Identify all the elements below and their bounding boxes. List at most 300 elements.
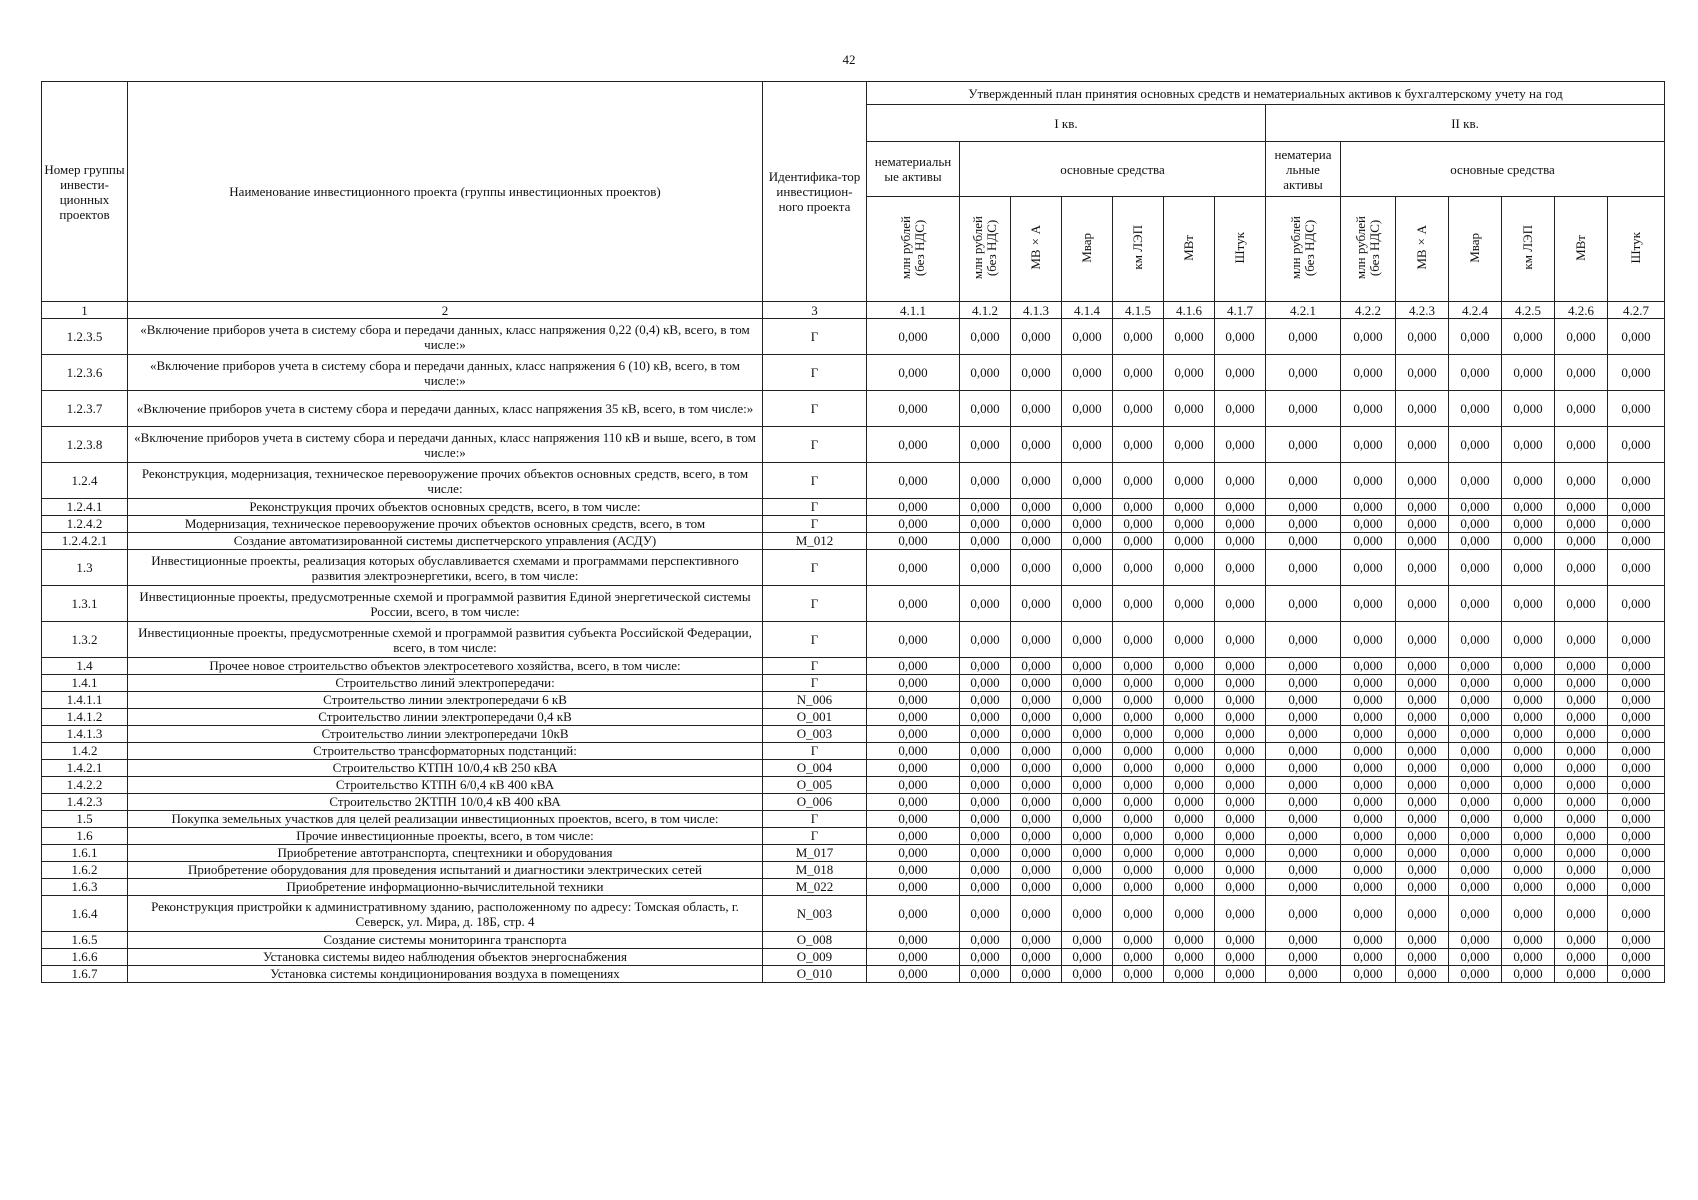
value-cell: 0,000 — [1113, 516, 1164, 533]
row-number-cell: 1.4.2.1 — [42, 760, 128, 777]
value-cell: 0,000 — [1502, 932, 1555, 949]
value-cell: 0,000 — [1341, 845, 1396, 862]
value-cell: 0,000 — [1449, 932, 1502, 949]
value-cell: 0,000 — [1449, 896, 1502, 932]
value-cell: 0,000 — [1608, 794, 1665, 811]
project-name-cell: Строительство линии электропередачи 0,4 кВ — [128, 709, 763, 726]
project-name-cell: Прочее новое строительство объектов электросетевого хозяйства, всего, в том числе: — [128, 658, 763, 675]
value-cell: 0,000 — [867, 675, 960, 692]
value-cell: 0,000 — [1062, 586, 1113, 622]
value-cell: 0,000 — [1062, 777, 1113, 794]
value-cell: 0,000 — [960, 550, 1011, 586]
value-cell: 0,000 — [1449, 966, 1502, 983]
value-cell: 0,000 — [960, 658, 1011, 675]
value-cell: 0,000 — [1341, 533, 1396, 550]
value-cell: 0,000 — [1215, 949, 1266, 966]
value-cell: 0,000 — [867, 586, 960, 622]
value-cell: 0,000 — [1396, 622, 1449, 658]
value-cell: 0,000 — [960, 845, 1011, 862]
unit-header-cell — [1164, 197, 1215, 302]
value-cell: 0,000 — [1608, 879, 1665, 896]
value-cell: 0,000 — [1062, 862, 1113, 879]
value-cell: 0,000 — [1215, 622, 1266, 658]
value-cell: 0,000 — [960, 932, 1011, 949]
value-cell: 0,000 — [1341, 811, 1396, 828]
value-cell: 0,000 — [1011, 658, 1062, 675]
value-cell: 0,000 — [1215, 692, 1266, 709]
value-cell: 0,000 — [960, 879, 1011, 896]
value-cell: 0,000 — [1266, 658, 1341, 675]
value-cell: 0,000 — [1011, 319, 1062, 355]
unit-label: Штук — [1628, 231, 1644, 264]
value-cell: 0,000 — [1266, 726, 1341, 743]
value-cell: 0,000 — [1011, 811, 1062, 828]
unit-header-cell — [1215, 197, 1266, 302]
unit-label: Мвар — [1467, 232, 1482, 263]
identifier-cell: Г — [763, 427, 867, 463]
value-cell: 0,000 — [1164, 862, 1215, 879]
value-cell: 0,000 — [1062, 845, 1113, 862]
value-cell: 0,000 — [1215, 760, 1266, 777]
value-cell: 0,000 — [1396, 675, 1449, 692]
value-cell: 0,000 — [867, 743, 960, 760]
value-cell: 0,000 — [960, 499, 1011, 516]
table-row — [42, 586, 1665, 622]
value-cell: 0,000 — [1555, 391, 1608, 427]
value-cell: 0,000 — [867, 932, 960, 949]
value-cell: 0,000 — [960, 709, 1011, 726]
value-cell: 0,000 — [960, 828, 1011, 845]
value-cell: 0,000 — [1608, 811, 1665, 828]
value-cell: 0,000 — [1113, 355, 1164, 391]
value-cell: 0,000 — [1215, 550, 1266, 586]
value-cell: 0,000 — [960, 533, 1011, 550]
value-cell: 0,000 — [1449, 949, 1502, 966]
value-cell: 0,000 — [1113, 658, 1164, 675]
value-cell: 0,000 — [1608, 658, 1665, 675]
row-number-cell: 1.4.2.3 — [42, 794, 128, 811]
value-cell: 0,000 — [1502, 949, 1555, 966]
value-cell: 0,000 — [867, 828, 960, 845]
value-cell: 0,000 — [1062, 811, 1113, 828]
value-cell: 0,000 — [1113, 743, 1164, 760]
quarter-2-header: II кв. — [1266, 105, 1665, 142]
value-cell: 0,000 — [1555, 896, 1608, 932]
value-cell: 0,000 — [1164, 726, 1215, 743]
value-cell: 0,000 — [1113, 794, 1164, 811]
identifier-cell: O_008 — [763, 932, 867, 949]
value-cell: 0,000 — [1396, 499, 1449, 516]
value-cell: 0,000 — [1449, 427, 1502, 463]
value-cell: 0,000 — [1396, 743, 1449, 760]
value-cell: 0,000 — [1113, 622, 1164, 658]
column-number-cell: 2 — [128, 302, 763, 319]
value-cell: 0,000 — [1011, 692, 1062, 709]
value-cell: 0,000 — [1215, 586, 1266, 622]
column-number-cell: 4.2.6 — [1555, 302, 1608, 319]
value-cell: 0,000 — [1555, 845, 1608, 862]
value-cell: 0,000 — [1396, 427, 1449, 463]
value-cell: 0,000 — [1266, 966, 1341, 983]
value-cell: 0,000 — [1062, 355, 1113, 391]
value-cell: 0,000 — [1266, 675, 1341, 692]
project-name-cell: Покупка земельных участков для целей реализации инвестиционных проектов, всего, в том числе: — [128, 811, 763, 828]
value-cell: 0,000 — [1164, 896, 1215, 932]
table-row — [42, 391, 1665, 427]
value-cell: 0,000 — [1164, 811, 1215, 828]
value-cell: 0,000 — [1341, 932, 1396, 949]
value-cell: 0,000 — [1266, 709, 1341, 726]
value-cell: 0,000 — [1341, 391, 1396, 427]
value-cell: 0,000 — [1062, 463, 1113, 499]
value-cell: 0,000 — [1062, 828, 1113, 845]
value-cell: 0,000 — [1396, 794, 1449, 811]
value-cell: 0,000 — [1341, 896, 1396, 932]
row-number-cell: 1.4.1.2 — [42, 709, 128, 726]
unit-header-cell — [1113, 197, 1164, 302]
value-cell: 0,000 — [867, 516, 960, 533]
identifier-cell: Г — [763, 516, 867, 533]
table-row — [42, 862, 1665, 879]
value-cell: 0,000 — [1502, 709, 1555, 726]
value-cell: 0,000 — [1164, 675, 1215, 692]
project-name-cell: «Включение приборов учета в систему сбора и передачи данных, класс напряжения 35 кВ, всего, в том числе:» — [128, 391, 763, 427]
value-cell: 0,000 — [1164, 550, 1215, 586]
value-cell: 0,000 — [1396, 862, 1449, 879]
value-cell: 0,000 — [1164, 533, 1215, 550]
value-cell: 0,000 — [1502, 499, 1555, 516]
value-cell: 0,000 — [1113, 586, 1164, 622]
value-cell: 0,000 — [1266, 319, 1341, 355]
value-cell: 0,000 — [1502, 533, 1555, 550]
identifier-cell: M_018 — [763, 862, 867, 879]
value-cell: 0,000 — [1164, 760, 1215, 777]
value-cell: 0,000 — [1215, 463, 1266, 499]
project-name-cell: Установка системы кондиционирования воздуха в помещениях — [128, 966, 763, 983]
value-cell: 0,000 — [1341, 319, 1396, 355]
value-cell: 0,000 — [1215, 355, 1266, 391]
row-number-cell: 1.3.2 — [42, 622, 128, 658]
value-cell: 0,000 — [1555, 692, 1608, 709]
value-cell: 0,000 — [1555, 794, 1608, 811]
value-cell: 0,000 — [1062, 879, 1113, 896]
value-cell: 0,000 — [1449, 794, 1502, 811]
row-number-cell: 1.2.3.6 — [42, 355, 128, 391]
value-cell: 0,000 — [1608, 760, 1665, 777]
identifier-cell: M_012 — [763, 533, 867, 550]
value-cell: 0,000 — [1608, 550, 1665, 586]
unit-header-cell — [1449, 197, 1502, 302]
value-cell: 0,000 — [1502, 516, 1555, 533]
value-cell: 0,000 — [867, 463, 960, 499]
value-cell: 0,000 — [1011, 391, 1062, 427]
identifier-cell: M_022 — [763, 879, 867, 896]
value-cell: 0,000 — [1011, 533, 1062, 550]
value-cell: 0,000 — [1396, 319, 1449, 355]
value-cell: 0,000 — [1011, 743, 1062, 760]
value-cell: 0,000 — [1502, 726, 1555, 743]
project-name-cell: Модернизация, техническое перевооружение прочих объектов основных средств, всего, в том — [128, 516, 763, 533]
value-cell: 0,000 — [1449, 692, 1502, 709]
value-cell: 0,000 — [1396, 355, 1449, 391]
identifier-cell: Г — [763, 828, 867, 845]
table-row — [42, 966, 1665, 983]
table-body — [42, 319, 1665, 983]
project-name-cell: Строительство линии электропередачи 10кВ — [128, 726, 763, 743]
value-cell: 0,000 — [1449, 675, 1502, 692]
value-cell: 0,000 — [1341, 760, 1396, 777]
plan-title-header: Утвержденный план принятия основных средств и нематериальных активов к бухгалтерскому учету на год — [867, 82, 1665, 105]
value-cell: 0,000 — [1449, 862, 1502, 879]
value-cell: 0,000 — [1449, 658, 1502, 675]
table-row — [42, 794, 1665, 811]
unit-label: МВ×А — [1028, 225, 1043, 270]
value-cell: 0,000 — [1502, 550, 1555, 586]
column-number-cell: 1 — [42, 302, 128, 319]
value-cell: 0,000 — [1266, 692, 1341, 709]
value-cell: 0,000 — [1555, 709, 1608, 726]
value-cell: 0,000 — [1215, 743, 1266, 760]
intangible-q2-header: нематериа льные активы — [1266, 142, 1341, 197]
identifier-cell: O_001 — [763, 709, 867, 726]
value-cell: 0,000 — [1266, 516, 1341, 533]
value-cell: 0,000 — [1608, 586, 1665, 622]
value-cell: 0,000 — [1215, 658, 1266, 675]
value-cell: 0,000 — [1396, 586, 1449, 622]
value-cell: 0,000 — [1555, 777, 1608, 794]
unit-header-cell — [1608, 197, 1665, 302]
value-cell: 0,000 — [1449, 828, 1502, 845]
value-cell: 0,000 — [1011, 586, 1062, 622]
value-cell: 0,000 — [1113, 932, 1164, 949]
unit-label: млн рублей (без НДС) — [1288, 215, 1317, 280]
value-cell: 0,000 — [1215, 391, 1266, 427]
value-cell: 0,000 — [1341, 586, 1396, 622]
project-name-cell: Инвестиционные проекты, предусмотренные схемой и программой развития субъекта Российской Федерации, всего, в том числе: — [128, 622, 763, 658]
value-cell: 0,000 — [960, 811, 1011, 828]
unit-header-cell — [1396, 197, 1449, 302]
column-number-cell: 4.1.1 — [867, 302, 960, 319]
value-cell: 0,000 — [1215, 862, 1266, 879]
value-cell: 0,000 — [1062, 533, 1113, 550]
value-cell: 0,000 — [1396, 896, 1449, 932]
value-cell: 0,000 — [1266, 391, 1341, 427]
column-number-cell: 4.1.6 — [1164, 302, 1215, 319]
value-cell: 0,000 — [1502, 966, 1555, 983]
value-cell: 0,000 — [1062, 932, 1113, 949]
value-cell: 0,000 — [1396, 516, 1449, 533]
value-cell: 0,000 — [1502, 427, 1555, 463]
value-cell: 0,000 — [1113, 811, 1164, 828]
value-cell: 0,000 — [1555, 516, 1608, 533]
table-row — [42, 743, 1665, 760]
value-cell: 0,000 — [867, 862, 960, 879]
column-number-cell: 4.2.2 — [1341, 302, 1396, 319]
identifier-cell: Г — [763, 811, 867, 828]
value-cell: 0,000 — [1341, 463, 1396, 499]
value-cell: 0,000 — [867, 879, 960, 896]
row-number-cell: 1.3.1 — [42, 586, 128, 622]
value-cell: 0,000 — [1062, 675, 1113, 692]
table-row — [42, 355, 1665, 391]
value-cell: 0,000 — [1555, 319, 1608, 355]
value-cell: 0,000 — [1266, 622, 1341, 658]
value-cell: 0,000 — [1608, 966, 1665, 983]
value-cell: 0,000 — [1266, 355, 1341, 391]
project-name-cell: Строительство КТПН 6/0,4 кВ 400 кВА — [128, 777, 763, 794]
value-cell: 0,000 — [1164, 709, 1215, 726]
value-cell: 0,000 — [867, 499, 960, 516]
value-cell: 0,000 — [1502, 692, 1555, 709]
value-cell: 0,000 — [1341, 949, 1396, 966]
value-cell: 0,000 — [1396, 550, 1449, 586]
value-cell: 0,000 — [1396, 845, 1449, 862]
value-cell: 0,000 — [1608, 709, 1665, 726]
value-cell: 0,000 — [1062, 692, 1113, 709]
value-cell: 0,000 — [1341, 550, 1396, 586]
unit-label: МВ×А — [1414, 225, 1429, 270]
row-number-cell: 1.4.2.2 — [42, 777, 128, 794]
value-cell: 0,000 — [1608, 319, 1665, 355]
identifier-cell: Г — [763, 391, 867, 427]
value-cell: 0,000 — [960, 586, 1011, 622]
value-cell: 0,000 — [1608, 516, 1665, 533]
value-cell: 0,000 — [1449, 743, 1502, 760]
value-cell: 0,000 — [1396, 949, 1449, 966]
project-name-cell: Приобретение оборудования для проведения испытаний и диагностики электрических сетей — [128, 862, 763, 879]
value-cell: 0,000 — [1164, 427, 1215, 463]
identifier-cell: N_003 — [763, 896, 867, 932]
unit-header-cell — [960, 197, 1011, 302]
value-cell: 0,000 — [1341, 427, 1396, 463]
value-cell: 0,000 — [960, 743, 1011, 760]
unit-header-cell — [1341, 197, 1396, 302]
project-name-cell: Строительство КТПН 10/0,4 кВ 250 кВА — [128, 760, 763, 777]
value-cell: 0,000 — [1215, 811, 1266, 828]
unit-header-cell — [1266, 197, 1341, 302]
project-name-cell: «Включение приборов учета в систему сбора и передачи данных, класс напряжения 0,22 (0,4) кВ, всего, в том числе:» — [128, 319, 763, 355]
value-cell: 0,000 — [1502, 355, 1555, 391]
fixed-assets-q1-header: основные средства — [960, 142, 1266, 197]
table-row — [42, 319, 1665, 355]
value-cell: 0,000 — [1341, 516, 1396, 533]
value-cell: 0,000 — [960, 675, 1011, 692]
value-cell: 0,000 — [1011, 550, 1062, 586]
value-cell: 0,000 — [1266, 932, 1341, 949]
value-cell: 0,000 — [1608, 777, 1665, 794]
row-number-cell: 1.2.3.5 — [42, 319, 128, 355]
value-cell: 0,000 — [1555, 743, 1608, 760]
row-number-cell: 1.6.6 — [42, 949, 128, 966]
value-cell: 0,000 — [1062, 709, 1113, 726]
identifier-cell: Г — [763, 355, 867, 391]
identifier-cell: O_005 — [763, 777, 867, 794]
value-cell: 0,000 — [1113, 966, 1164, 983]
value-cell: 0,000 — [1266, 794, 1341, 811]
value-cell: 0,000 — [1215, 879, 1266, 896]
value-cell: 0,000 — [867, 550, 960, 586]
quarter-1-header: I кв. — [867, 105, 1266, 142]
value-cell: 0,000 — [960, 391, 1011, 427]
value-cell: 0,000 — [1341, 743, 1396, 760]
value-cell: 0,000 — [1555, 463, 1608, 499]
project-name-cell: Приобретение информационно-вычислительной техники — [128, 879, 763, 896]
value-cell: 0,000 — [1502, 760, 1555, 777]
value-cell: 0,000 — [1113, 533, 1164, 550]
value-cell: 0,000 — [867, 658, 960, 675]
value-cell: 0,000 — [1215, 516, 1266, 533]
value-cell: 0,000 — [1164, 499, 1215, 516]
identifier-header: Идентифика-тор инвестицион-ного проекта — [763, 82, 867, 302]
value-cell: 0,000 — [1164, 794, 1215, 811]
value-cell: 0,000 — [1449, 726, 1502, 743]
value-cell: 0,000 — [1011, 845, 1062, 862]
value-cell: 0,000 — [1341, 777, 1396, 794]
value-cell: 0,000 — [1011, 862, 1062, 879]
value-cell: 0,000 — [1341, 862, 1396, 879]
value-cell: 0,000 — [1608, 862, 1665, 879]
identifier-cell: Г — [763, 658, 867, 675]
value-cell: 0,000 — [1266, 533, 1341, 550]
project-name-cell: Реконструкция прочих объектов основных средств, всего, в том числе: — [128, 499, 763, 516]
value-cell: 0,000 — [1011, 355, 1062, 391]
value-cell: 0,000 — [1011, 675, 1062, 692]
value-cell: 0,000 — [1215, 709, 1266, 726]
value-cell: 0,000 — [1062, 896, 1113, 932]
value-cell: 0,000 — [1555, 828, 1608, 845]
value-cell: 0,000 — [1062, 760, 1113, 777]
value-cell: 0,000 — [960, 777, 1011, 794]
identifier-cell: Г — [763, 319, 867, 355]
value-cell: 0,000 — [1215, 427, 1266, 463]
investment-plan-table — [41, 81, 1665, 983]
project-name-cell: «Включение приборов учета в систему сбора и передачи данных, класс напряжения 6 (10) кВ, всего, в том числе:» — [128, 355, 763, 391]
value-cell: 0,000 — [960, 692, 1011, 709]
project-name-cell: Реконструкция пристройки к административному зданию, расположенному по адресу: Томская область, г. Северск, ул. Мира, д. 18Б, стр. 4 — [128, 896, 763, 932]
table-row — [42, 896, 1665, 932]
value-cell: 0,000 — [1449, 391, 1502, 427]
value-cell: 0,000 — [1113, 499, 1164, 516]
value-cell: 0,000 — [867, 709, 960, 726]
value-cell: 0,000 — [1608, 932, 1665, 949]
value-cell: 0,000 — [867, 949, 960, 966]
value-cell: 0,000 — [1396, 828, 1449, 845]
value-cell: 0,000 — [1449, 586, 1502, 622]
value-cell: 0,000 — [1555, 675, 1608, 692]
value-cell: 0,000 — [1215, 966, 1266, 983]
value-cell: 0,000 — [1164, 743, 1215, 760]
project-name-cell: Строительство линий электропередачи: — [128, 675, 763, 692]
value-cell: 0,000 — [867, 391, 960, 427]
value-cell: 0,000 — [1555, 811, 1608, 828]
value-cell: 0,000 — [1449, 516, 1502, 533]
unit-label: км ЛЭП — [1520, 225, 1535, 270]
value-cell: 0,000 — [1164, 777, 1215, 794]
value-cell: 0,000 — [1164, 828, 1215, 845]
value-cell: 0,000 — [1011, 828, 1062, 845]
value-cell: 0,000 — [1449, 463, 1502, 499]
value-cell: 0,000 — [867, 845, 960, 862]
value-cell: 0,000 — [1555, 966, 1608, 983]
unit-label: МВт — [1573, 234, 1588, 261]
project-name-header: Наименование инвестиционного проекта (группы инвестиционных проектов) — [128, 82, 763, 302]
value-cell: 0,000 — [1266, 845, 1341, 862]
value-cell: 0,000 — [1215, 777, 1266, 794]
value-cell: 0,000 — [1502, 622, 1555, 658]
row-number-cell: 1.6.1 — [42, 845, 128, 862]
value-cell: 0,000 — [1266, 499, 1341, 516]
intangible-q1-header: нематериальн ые активы — [867, 142, 960, 197]
